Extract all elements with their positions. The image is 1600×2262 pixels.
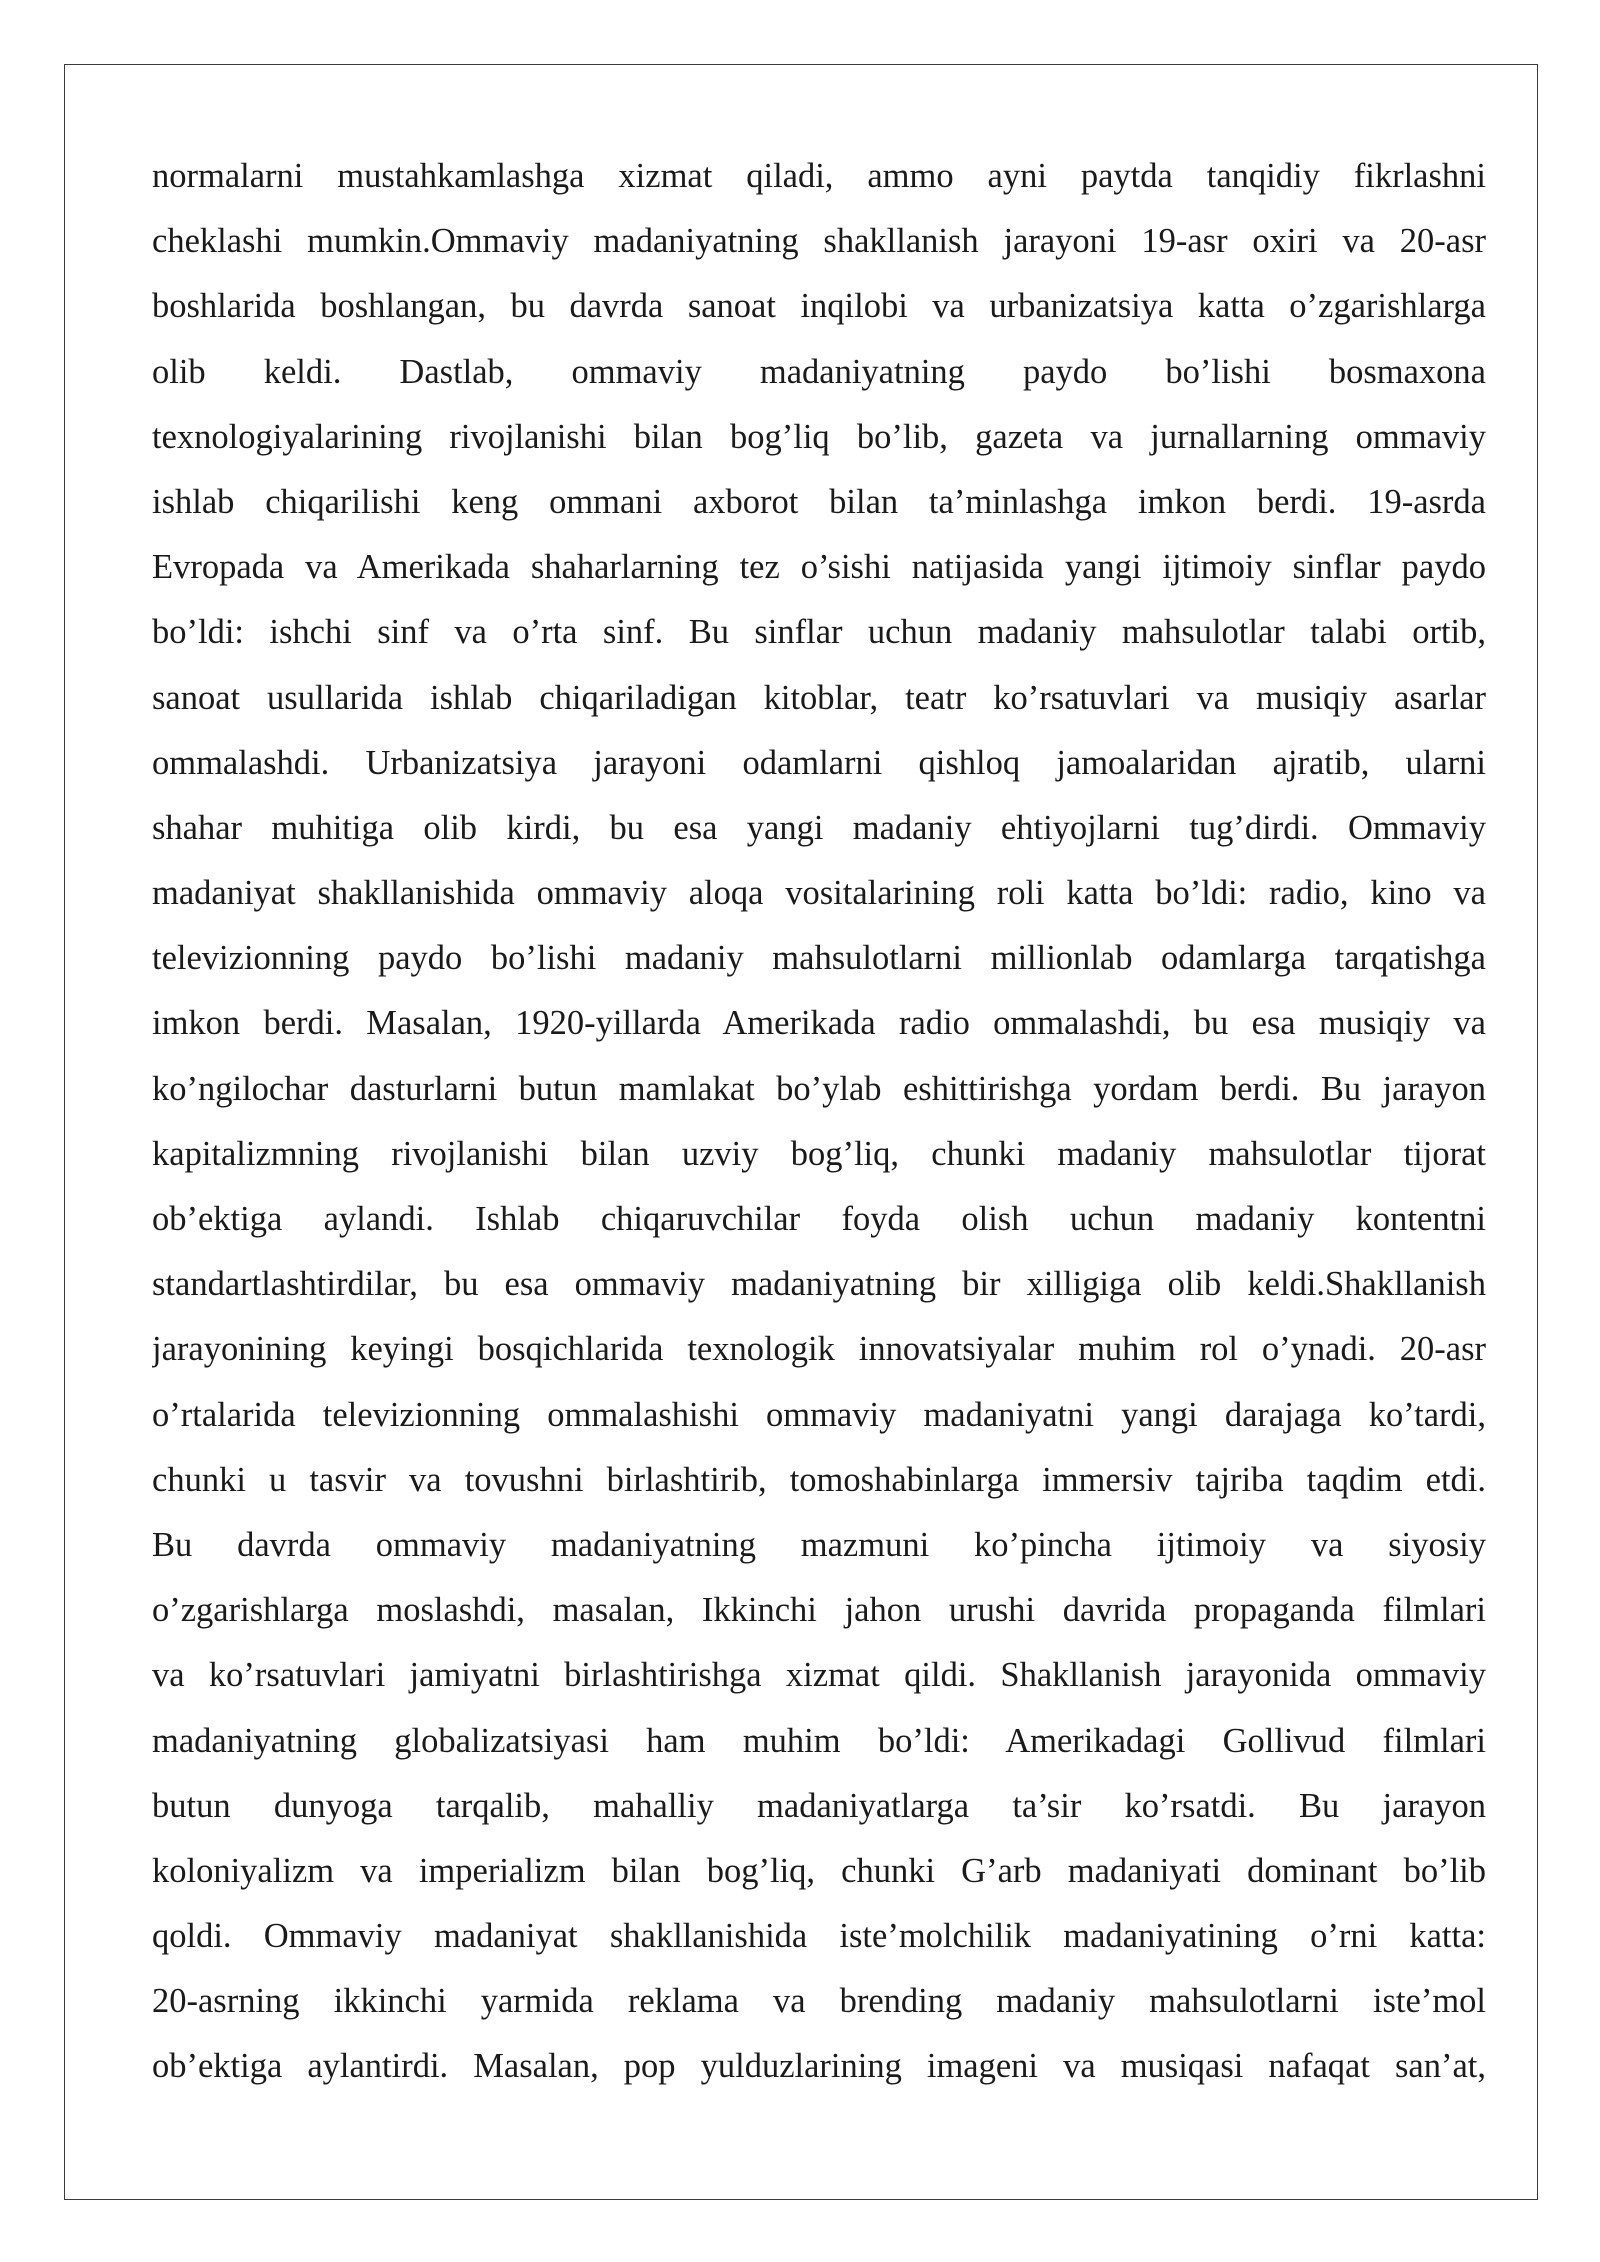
text-line: o’zgarishlarga moslashdi, masalan, Ikkinchi jahon urushi davrida propaganda filmlari (152, 1591, 1486, 1630)
text-line: kapitalizmning rivojlanishi bilan uzviy bog’liq, chunki madaniy mahsulotlar tijorat (152, 1134, 1486, 1173)
text-line: shahar muhitiga olib kirdi, bu esa yangi madaniy ehtiyojlarni tug’dirdi. Ommaviy (152, 808, 1486, 847)
text-line: imkon berdi. Masalan, 1920-yillarda Amerikada radio ommalashdi, bu esa musiqiy va (152, 1004, 1486, 1043)
text-line: sanoat usullarida ishlab chiqariladigan kitoblar, teatr ko’rsatuvlari va musiqiy asarlar (152, 678, 1486, 717)
text-line: olib keldi. Dastlab, ommaviy madaniyatning paydo bo’lishi bosmaxona (152, 352, 1486, 391)
text-line: boshlarida boshlangan, bu davrda sanoat inqilobi va urbanizatsiya katta o’zgarishlarga (152, 287, 1486, 326)
text-line: va ko’rsatuvlari jamiyatni birlashtirishga xizmat qildi. Shakllanish jarayonida ommaviy (152, 1656, 1486, 1695)
text-line: 20-asrning ikkinchi yarmida reklama va brending madaniy mahsulotlarni iste’mol (152, 1982, 1486, 2021)
text-line: madaniyat shakllanishida ommaviy aloqa vositalarining roli katta bo’ldi: radio, kino va (152, 874, 1486, 913)
text-line: koloniyalizm va imperializm bilan bog’liq, chunki G’arb madaniyati dominant bo’lib (152, 1851, 1486, 1890)
text-line: o’rtalarida televizionning ommalashishi ommaviy madaniyatni yangi darajaga ko’tardi, (152, 1395, 1486, 1434)
text-line: ko’ngilochar dasturlarni butun mamlakat bo’ylab eshittirishga yordam berdi. Bu jarayon (152, 1069, 1486, 1108)
text-line: qoldi. Ommaviy madaniyat shakllanishida iste’molchilik madaniyatining o’rni katta: (152, 1917, 1486, 1956)
text-line: ishlab chiqarilishi keng ommani axborot bilan ta’minlashga imkon berdi. 19-asrda (152, 482, 1486, 521)
text-line: Evropada va Amerikada shaharlarning tez o’sishi natijasida yangi ijtimoiy sinflar paydo (152, 548, 1486, 587)
text-line: texnologiyalarining rivojlanishi bilan bog’liq bo’lib, gazeta va jurnallarning ommaviy (152, 417, 1486, 456)
text-line: butun dunyoga tarqalib, mahalliy madaniyatlarga ta’sir ko’rsatdi. Bu jarayon (152, 1786, 1486, 1825)
text-line: chunki u tasvir va tovushni birlashtirib, tomoshabinlarga immersiv tajriba taqdim etdi. (152, 1460, 1486, 1499)
text-line: jarayonining keyingi bosqichlarida texnologik innovatsiyalar muhim rol o’ynadi. 20-asr (152, 1330, 1486, 1369)
text-line: cheklashi mumkin.Ommaviy madaniyatning shakllanish jarayoni 19-asr oxiri va 20-asr (152, 222, 1486, 261)
text-line: bo’ldi: ishchi sinf va o’rta sinf. Bu sinflar uchun madaniy mahsulotlar talabi ortib, (152, 613, 1486, 652)
text-line: standartlashtirdilar, bu esa ommaviy madaniyatning bir xilligiga olib keldi.Shakllanish (152, 1265, 1486, 1304)
text-line: ob’ektiga aylandi. Ishlab chiqaruvchilar foyda olish uchun madaniy kontentni (152, 1200, 1486, 1238)
text-line: madaniyatning globalizatsiyasi ham muhim bo’ldi: Amerikadagi Gollivud filmlari (152, 1721, 1486, 1760)
body-text (152, 144, 1486, 2100)
text-line: ob’ektiga aylantirdi. Masalan, pop yulduzlarining imageni va musiqasi nafaqat san’at, (152, 2047, 1486, 2086)
text-line: televizionning paydo bo’lishi madaniy mahsulotlarni millionlab odamlarga tarqatishga (152, 939, 1486, 978)
text-line: normalarni mustahkamlashga xizmat qiladi, ammo ayni paytda tanqidiy fikrlashni (152, 157, 1486, 195)
text-line: ommalashdi. Urbanizatsiya jarayoni odamlarni qishloq jamoalaridan ajratib, ularni (152, 743, 1486, 782)
text-line: Bu davrda ommaviy madaniyatning mazmuni ko’pincha ijtimoiy va siyosiy (152, 1525, 1486, 1564)
